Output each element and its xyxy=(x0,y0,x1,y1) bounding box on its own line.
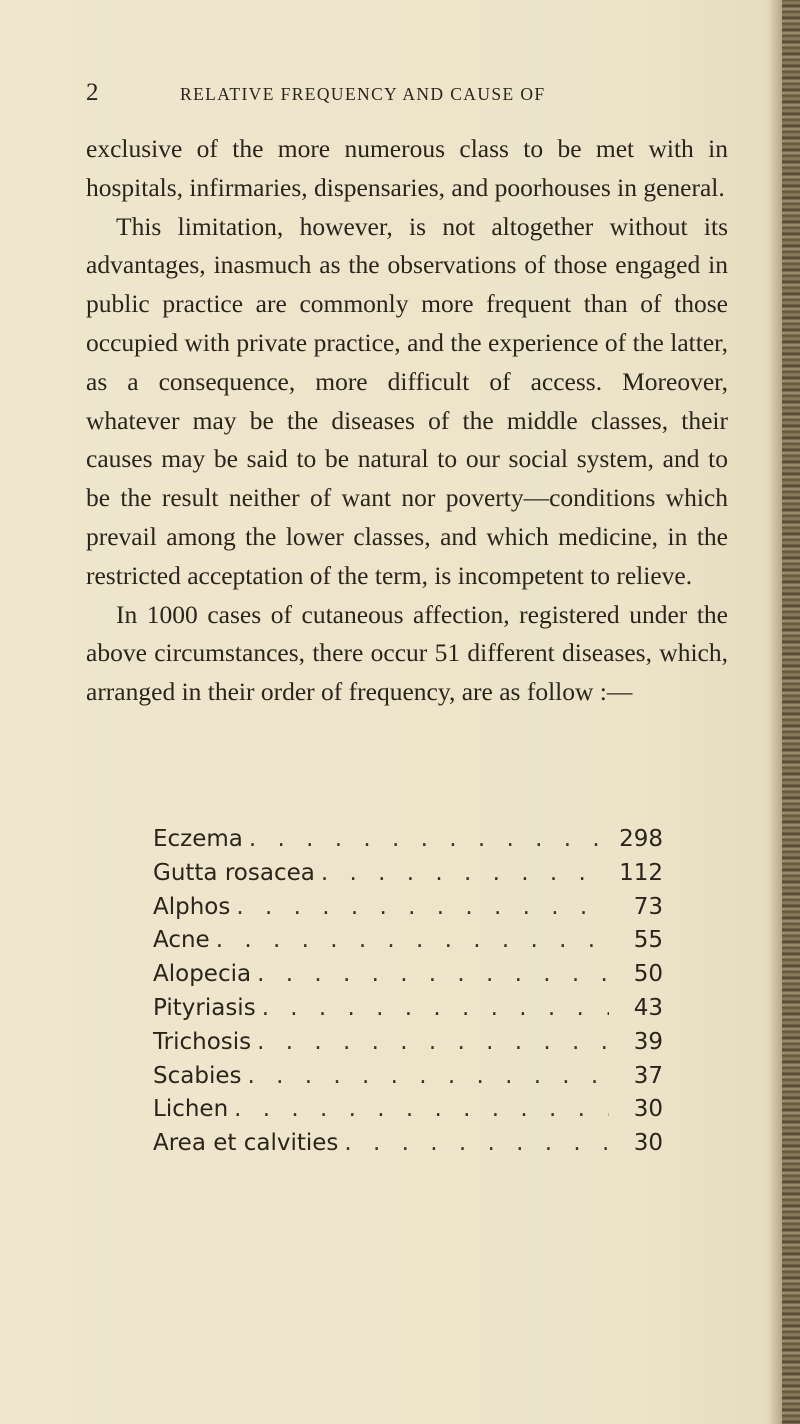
list-item xyxy=(153,1060,663,1094)
dot-leader xyxy=(210,924,609,958)
dot-leader xyxy=(228,1093,609,1127)
list-item xyxy=(153,823,663,857)
dot-leader xyxy=(251,958,609,992)
disease-name: Lichen xyxy=(153,1096,229,1123)
disease-name: Scabies xyxy=(153,1062,242,1089)
disease-name: Alphos xyxy=(153,893,231,920)
list-item xyxy=(153,1127,663,1161)
list-item xyxy=(153,958,663,992)
dot-leader xyxy=(243,823,609,857)
page-header xyxy=(86,78,686,108)
disease-name: Area et calvities xyxy=(153,1130,339,1157)
case-count: 73 xyxy=(633,893,663,920)
list-item xyxy=(153,1026,663,1060)
case-count: 37 xyxy=(633,1062,663,1089)
page-number: 2 xyxy=(86,79,99,106)
paragraph-continuation: exclusive of the more numerous class to be met with in hospitals, infirmaries, dispensaries, and poorhouses in general. xyxy=(86,134,728,202)
case-count: 50 xyxy=(633,961,663,988)
case-count: 43 xyxy=(633,994,663,1021)
list-item xyxy=(153,992,663,1026)
list-item xyxy=(153,891,663,925)
dot-leader xyxy=(315,857,609,891)
case-count: 112 xyxy=(619,859,663,886)
list-item xyxy=(153,1093,663,1127)
disease-name: Pityriasis xyxy=(153,994,256,1021)
dot-leader xyxy=(256,992,609,1026)
dot-leader xyxy=(230,891,609,925)
disease-name: Eczema xyxy=(153,826,243,852)
disease-name: Trichosis xyxy=(153,1028,252,1055)
case-count: 298 xyxy=(619,826,663,852)
case-count: 30 xyxy=(633,1096,663,1123)
case-count: 55 xyxy=(633,927,663,954)
disease-frequency-list xyxy=(153,823,663,1161)
disease-name: Gutta rosacea xyxy=(153,859,315,886)
case-count: 39 xyxy=(633,1028,663,1055)
disease-name: Alopecia xyxy=(153,961,252,988)
dot-leader xyxy=(338,1127,609,1161)
list-item xyxy=(153,857,663,891)
running-head: RELATIVE FREQUENCY AND CAUSE OF xyxy=(180,84,546,104)
disease-name: Acne xyxy=(153,927,210,954)
paragraph-limitation: This limitation, however, is not altogether without its advantages, inasmuch as the observations of those engaged in public practice are commonly more frequent than of those occupied with private practice, and the experience of the latter, as a consequence, more difficult of access. Moreover, whatever may be the diseases of the middle classes, their causes may be said to be natural to our social system, and to be the result neither of want nor poverty—conditions which prevail among the lower classes, and which medicine, in the restricted acceptation of the term, is incompetent to relieve. xyxy=(86,211,728,590)
dot-leader xyxy=(251,1026,609,1060)
list-item xyxy=(153,924,663,958)
case-count: 30 xyxy=(633,1130,663,1157)
page-gutter-shadow xyxy=(768,0,782,1424)
paragraph-cases: In 1000 cases of cutaneous affection, registered under the above circumstances, there occur 51 different diseases, which, arranged in their order of frequency, are as follow :— xyxy=(86,599,728,707)
page-edge xyxy=(782,0,800,1424)
body-text xyxy=(86,130,728,712)
dot-leader xyxy=(241,1060,609,1094)
